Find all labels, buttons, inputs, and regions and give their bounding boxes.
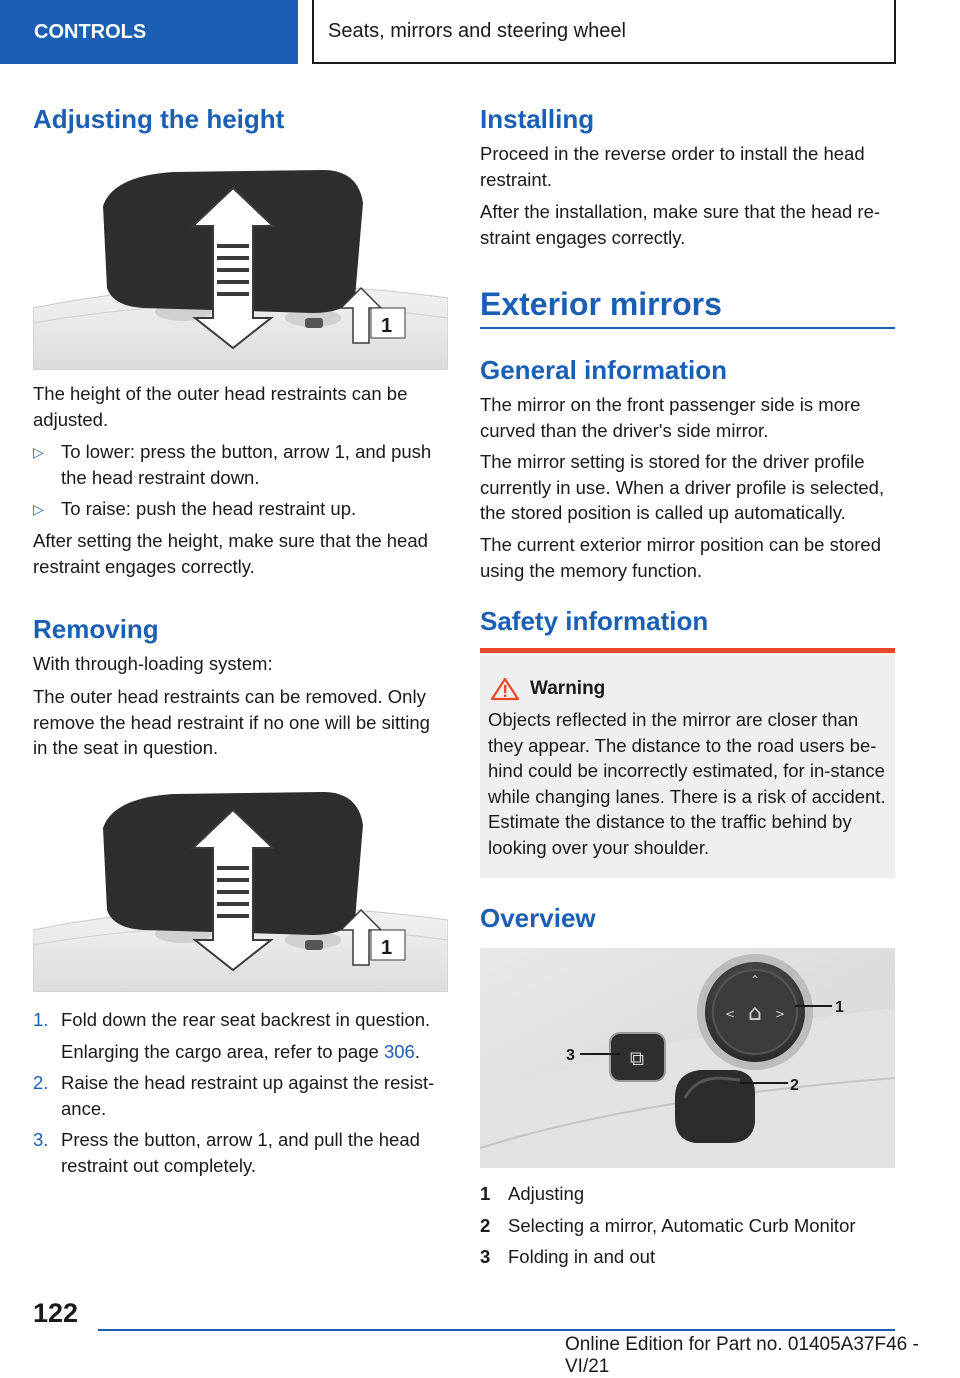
adjust-after-text: After setting the height, make sure that the head restraint engages correctly.: [33, 530, 428, 577]
overview-legend: [480, 1181, 895, 1270]
callout-1: 1: [835, 999, 844, 1016]
list-item: 1. Fold down the rear seat backrest in question.: [33, 1009, 431, 1030]
heading-general-information: General information: [480, 355, 728, 385]
legend-item: 2 Selecting a mirror, Automatic Curb Monitor: [480, 1214, 856, 1236]
mirror-controls-figure: [480, 948, 895, 1168]
general-text-3: The current exterior mirror position can be stored using the memory function.: [480, 534, 882, 581]
callout-3: 3: [566, 1047, 575, 1064]
installing-text-1: Proceed in the reverse order to install the head restraint.: [480, 143, 865, 190]
callout-1: 1: [381, 937, 393, 959]
bullet-triangle-icon: ▷: [33, 501, 44, 517]
list-item: 2. Raise the head restraint up against the resist‐ance.: [33, 1072, 435, 1119]
svg-text:>: >: [774, 1007, 786, 1021]
legend-item: 3 Folding in and out: [480, 1246, 656, 1267]
footer-edition: Online Edition for Part no. 01405A37F46 - VI/21: [565, 1334, 919, 1377]
footer-rule: [98, 1329, 895, 1331]
removing-line-1: With through-loading system:: [33, 653, 273, 674]
page-ref-link[interactable]: 306: [383, 1040, 415, 1062]
heading-rule: [480, 327, 895, 329]
legend-item: 1 Adjusting: [480, 1183, 585, 1204]
svg-text:⌃: ⌃: [749, 973, 761, 987]
svg-text:<: <: [724, 1007, 736, 1021]
heading-adjusting-height: Adjusting the height: [33, 104, 285, 134]
head-restraint-remove-figure: [33, 770, 448, 992]
section-tab: CONTROLS: [0, 0, 298, 64]
heading-safety-information: Safety information: [480, 606, 709, 636]
list-item: 3. Press the button, arrow 1, and pull the head restraint out completely.: [33, 1129, 420, 1176]
page-number: 122: [33, 1298, 79, 1328]
head-restraint-adjust-figure: [33, 148, 448, 370]
heading-removing: Removing: [33, 614, 159, 644]
svg-text:⌂: ⌂: [748, 1001, 762, 1026]
warning-title: Warning: [530, 678, 606, 699]
general-text-1: The mirror on the front passenger side is more curved than the driver's side mirror.: [480, 394, 861, 441]
warning-text: Objects reflected in the mirror are closer than they appear. The distance to the road users be‐hind could be incorrectly estimated, for in‐stance while changing lanes. There is a risk of accident. Estimate the distance to the traffic behind by looking over your shoulder.: [488, 709, 886, 858]
warning-box: [480, 648, 895, 878]
bullet-triangle-icon: ▷: [33, 444, 44, 460]
list-item: ▷ To lower: press the button, arrow 1, and push the head restraint down.: [33, 439, 448, 490]
removing-steps-list: [33, 1007, 448, 1178]
adjust-bullet-list: [33, 439, 448, 523]
callout-2: 2: [790, 1077, 799, 1094]
callout-1: 1: [381, 315, 393, 337]
general-text-2: The mirror setting is stored for the driver profile currently in use. When a driver profile is selected, the stored position is called up automatically.: [480, 451, 885, 523]
heading-exterior-mirrors: Exterior mirrors: [480, 286, 722, 322]
installing-text-2: After the installation, make sure that the head re‐straint engages correctly.: [480, 201, 881, 248]
removing-line-2: The outer head restraints can be removed. Only remove the head restraint if no one will be sitting in the seat in question.: [33, 686, 430, 758]
adjust-intro-text: The height of the outer head restraints can be adjusted.: [33, 383, 408, 430]
warning-triangle-icon: [490, 677, 520, 701]
heading-overview: Overview: [480, 903, 596, 933]
list-item-sub: Enlarging the cargo area, refer to page 306.: [61, 1040, 420, 1062]
chapter-title: Seats, mirrors and steering wheel: [312, 0, 896, 64]
list-item: ▷ To raise: push the head restraint up.: [33, 496, 448, 523]
svg-text:⧉: ⧉: [629, 1046, 645, 1070]
heading-installing: Installing: [480, 104, 595, 134]
